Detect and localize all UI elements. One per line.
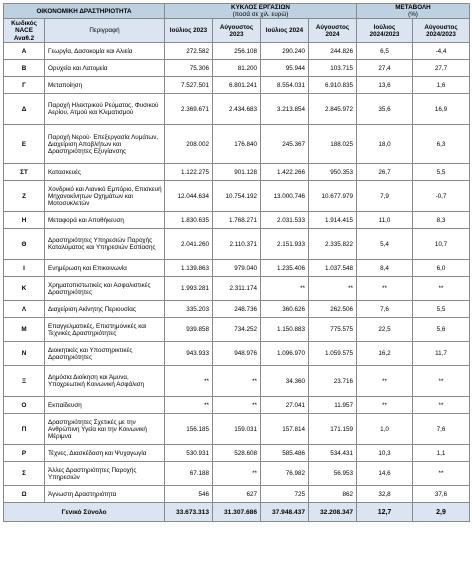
nace-code-cell: Ο <box>4 397 45 414</box>
description-cell: Διαχείριση Ακίνητης Περιουσίας <box>45 301 165 318</box>
turnover-value-cell: 67.188 <box>165 462 213 486</box>
turnover-value-cell: 159.031 <box>213 414 261 445</box>
description-cell: Κατασκευές <box>45 164 165 181</box>
nace-code-cell: Ι <box>4 260 45 277</box>
table-row <box>4 77 470 94</box>
change-value-cell: 6,3 <box>413 125 470 164</box>
description-cell: Γεωργία, Δασοκομία και Αλιεία <box>45 43 165 60</box>
turnover-value-cell: 2.311.174 <box>213 277 261 301</box>
nace-code-cell: Β <box>4 60 45 77</box>
change-value-cell: 10,7 <box>413 229 470 260</box>
description-cell: Τέχνες, Διασκέδαση και Ψυχαγωγία <box>45 445 165 462</box>
description-cell: Χρηματοπιστωτικές και Ασφαλιστικές Δραστηριότητες <box>45 277 165 301</box>
turnover-value-cell: 1.830.635 <box>165 212 213 229</box>
turnover-value-cell: 725 <box>261 486 309 503</box>
turnover-value-cell: ** <box>309 277 357 301</box>
turnover-table-container <box>3 3 469 522</box>
table-row <box>4 397 470 414</box>
header-change <box>357 4 470 19</box>
description-cell: Ενημέρωση και Επικοινωνία <box>45 260 165 277</box>
turnover-value-cell: 262.506 <box>309 301 357 318</box>
header-turnover-unit: (ποσά σε χιλ. ευρώ) <box>232 11 289 19</box>
change-value-cell: 8,3 <box>413 212 470 229</box>
change-value-cell: 7,6 <box>413 414 470 445</box>
nace-code-cell: Λ <box>4 301 45 318</box>
change-value-cell: 13,6 <box>357 77 413 94</box>
change-value-cell: ** <box>357 277 413 301</box>
turnover-value-cell: 3.213.854 <box>261 94 309 125</box>
change-value-cell: 5,5 <box>413 301 470 318</box>
nace-code-cell: Ν <box>4 342 45 366</box>
turnover-value-cell: 1.037.548 <box>309 260 357 277</box>
table-row <box>4 445 470 462</box>
turnover-value-cell: 528.608 <box>213 445 261 462</box>
change-value-cell: 10,3 <box>357 445 413 462</box>
total-row <box>4 503 470 522</box>
turnover-value-cell: 862 <box>309 486 357 503</box>
change-value-cell: 1,6 <box>413 77 470 94</box>
turnover-value-cell: 34.360 <box>261 366 309 397</box>
table-row <box>4 94 470 125</box>
table-row <box>4 60 470 77</box>
nace-code-cell: Π <box>4 414 45 445</box>
table-footer <box>4 503 470 522</box>
header-activity: ΟΙΚΟΝΟΜΙΚΗ ΔΡΑΣΤΗΡΙΟΤΗΤΑ <box>4 4 165 19</box>
nace-code-cell: Ω <box>4 486 45 503</box>
nace-code-cell: Δ <box>4 94 45 125</box>
turnover-value-cell: 95.944 <box>261 60 309 77</box>
turnover-value-cell: 585.486 <box>261 445 309 462</box>
turnover-value-cell: 1.235.406 <box>261 260 309 277</box>
turnover-value-cell: 2.335.822 <box>309 229 357 260</box>
turnover-value-cell: 2.434.683 <box>213 94 261 125</box>
turnover-value-cell: 1.139.863 <box>165 260 213 277</box>
table-row <box>4 164 470 181</box>
turnover-value-cell: 2.845.972 <box>309 94 357 125</box>
change-value-cell: -4,4 <box>413 43 470 60</box>
turnover-value-cell: 979.040 <box>213 260 261 277</box>
nace-code-cell: Α <box>4 43 45 60</box>
nace-code-cell: Ζ <box>4 181 45 212</box>
turnover-value-cell: 2.031.533 <box>261 212 309 229</box>
turnover-value-cell: 290.240 <box>261 43 309 60</box>
turnover-value-cell: 13.000.746 <box>261 181 309 212</box>
turnover-value-cell: 950.353 <box>309 164 357 181</box>
turnover-value-cell: 1.914.415 <box>309 212 357 229</box>
header-turnover <box>165 4 357 19</box>
header-code: Κωδικός NACE Αναθ.2 <box>4 19 45 43</box>
description-cell: Παροχή Νερού· Επεξεργασία Λυμάτων, Διαχείριση Αποβλήτων και Δραστηριότητες Εξυγίανσης <box>45 125 165 164</box>
turnover-value-cell: 171.159 <box>309 414 357 445</box>
table-row <box>4 229 470 260</box>
turnover-value-cell: 1.993.281 <box>165 277 213 301</box>
nace-code-cell: Σ <box>4 462 45 486</box>
description-cell: Άγνωστη Δραστηριότητα <box>45 486 165 503</box>
turnover-value-cell: 27.041 <box>261 397 309 414</box>
turnover-value-cell: 81.200 <box>213 60 261 77</box>
turnover-value-cell: ** <box>165 366 213 397</box>
change-value-cell: 7,6 <box>357 301 413 318</box>
turnover-value-cell: ** <box>213 462 261 486</box>
turnover-value-cell: ** <box>213 366 261 397</box>
turnover-value-cell: 939.858 <box>165 318 213 342</box>
change-value-cell: ** <box>413 397 470 414</box>
turnover-value-cell: 245.367 <box>261 125 309 164</box>
turnover-value-cell: 56.953 <box>309 462 357 486</box>
turnover-value-cell: 272.582 <box>165 43 213 60</box>
turnover-value-cell: 244.826 <box>309 43 357 60</box>
table-row <box>4 366 470 397</box>
change-value-cell: 7,9 <box>357 181 413 212</box>
turnover-value-cell: ** <box>213 397 261 414</box>
turnover-value-cell: 188.025 <box>309 125 357 164</box>
nace-code-cell: Ρ <box>4 445 45 462</box>
header-col4: Αύγουστος 2024 <box>309 19 357 43</box>
turnover-value-cell: 1.768.271 <box>213 212 261 229</box>
turnover-value-cell: 6.910.835 <box>309 77 357 94</box>
change-value-cell: 27,7 <box>413 60 470 77</box>
change-value-cell: 16,2 <box>357 342 413 366</box>
turnover-value-cell: 943.933 <box>165 342 213 366</box>
header-turnover-title: ΚΥΚΛΟΣ ΕΡΓΑΣΙΩΝ <box>231 4 290 11</box>
change-value-cell: 26,7 <box>357 164 413 181</box>
table-row <box>4 181 470 212</box>
table-row <box>4 260 470 277</box>
table-row <box>4 414 470 445</box>
table-row <box>4 125 470 164</box>
description-cell: Εκπαίδευση <box>45 397 165 414</box>
header-col3: Ιούλιος 2024 <box>261 19 309 43</box>
turnover-value-cell: 627 <box>213 486 261 503</box>
turnover-value-cell: 1.122.275 <box>165 164 213 181</box>
change-value-cell: 1,0 <box>357 414 413 445</box>
description-cell: Δραστηριότητες Υπηρεσιών Παροχής Καταλύματος και Υπηρεσιών Εστίασης <box>45 229 165 260</box>
turnover-value-cell: 901.128 <box>213 164 261 181</box>
change-value-cell: 27,4 <box>357 60 413 77</box>
header-col2: Αύγουστος 2023 <box>213 19 261 43</box>
table-body <box>4 43 470 503</box>
turnover-value-cell: 156.185 <box>165 414 213 445</box>
change-value-cell: 16,9 <box>413 94 470 125</box>
turnover-value-cell: 176.840 <box>213 125 261 164</box>
change-value-cell: 32,8 <box>357 486 413 503</box>
turnover-value-cell: 256.108 <box>213 43 261 60</box>
turnover-value-cell: 75.306 <box>165 60 213 77</box>
header-description: Περιγραφή <box>45 19 165 43</box>
turnover-value-cell: 530.931 <box>165 445 213 462</box>
description-cell: Μεταφορά και Αποθήκευση <box>45 212 165 229</box>
turnover-value-cell: 1.422.266 <box>261 164 309 181</box>
turnover-value-cell: 208.002 <box>165 125 213 164</box>
description-cell: Άλλες Δραστηριότητες Παροχής Υπηρεσιών <box>45 462 165 486</box>
change-value-cell: 1,1 <box>413 445 470 462</box>
turnover-value-cell: 76.982 <box>261 462 309 486</box>
nace-code-cell: Η <box>4 212 45 229</box>
nace-code-cell: Κ <box>4 277 45 301</box>
turnover-value-cell: 103.715 <box>309 60 357 77</box>
turnover-table <box>3 3 470 522</box>
description-cell: Χονδρικό και Λιανικό Εμπόριο, Επισκευή Μηχανοκίνητων Οχημάτων και Μοτοσυκλετών <box>45 181 165 212</box>
turnover-value-cell: 8.554.031 <box>261 77 309 94</box>
change-value-cell: ** <box>413 366 470 397</box>
table-row <box>4 342 470 366</box>
change-value-cell: -0,7 <box>413 181 470 212</box>
total-cell: 37.948.437 <box>261 503 309 522</box>
turnover-value-cell: 10.754.192 <box>213 181 261 212</box>
nace-code-cell: Γ <box>4 77 45 94</box>
turnover-value-cell: 11.957 <box>309 397 357 414</box>
turnover-value-cell: ** <box>261 277 309 301</box>
turnover-value-cell: 775.575 <box>309 318 357 342</box>
total-cell: 12,7 <box>357 503 413 522</box>
change-value-cell: 5,5 <box>413 164 470 181</box>
header-change-unit: (%) <box>408 11 418 19</box>
change-value-cell: 35,6 <box>357 94 413 125</box>
turnover-value-cell: 6.801.241 <box>213 77 261 94</box>
description-cell: Δημόσια Διοίκηση και Άμυνα, Υποχρεωτική Κοινωνική Ασφάλιση <box>45 366 165 397</box>
table-row <box>4 462 470 486</box>
change-value-cell: ** <box>413 462 470 486</box>
turnover-value-cell: 335.203 <box>165 301 213 318</box>
table-row <box>4 301 470 318</box>
turnover-value-cell: 948.976 <box>213 342 261 366</box>
header-col1: Ιούλιος 2023 <box>165 19 213 43</box>
description-cell: Δραστηριότητες Σχετικές με την Ανθρώπινη Υγεία και την Κοινωνική Μέριμνα <box>45 414 165 445</box>
turnover-value-cell: 1.096.970 <box>261 342 309 366</box>
nace-code-cell: ΣΤ <box>4 164 45 181</box>
table-row <box>4 318 470 342</box>
turnover-value-cell: 1.059.575 <box>309 342 357 366</box>
turnover-value-cell: 12.044.634 <box>165 181 213 212</box>
table-header <box>4 4 470 43</box>
change-value-cell: 5,4 <box>357 229 413 260</box>
change-value-cell: 6,0 <box>413 260 470 277</box>
table-row <box>4 277 470 301</box>
turnover-value-cell: 1.150.883 <box>261 318 309 342</box>
change-value-cell: ** <box>357 366 413 397</box>
header-col5: Ιούλιος 2024/2023 <box>357 19 413 43</box>
description-cell: Παροχή Ηλεκτρικού Ρεύματος, Φυσικού Αερίου, Ατμού και Κλιματισμού <box>45 94 165 125</box>
turnover-value-cell: 23.716 <box>309 366 357 397</box>
turnover-value-cell: 2.041.260 <box>165 229 213 260</box>
total-cell: 33.673.313 <box>165 503 213 522</box>
turnover-value-cell: 248.736 <box>213 301 261 318</box>
change-value-cell: 22,5 <box>357 318 413 342</box>
turnover-value-cell: 546 <box>165 486 213 503</box>
change-value-cell: 6,5 <box>357 43 413 60</box>
turnover-value-cell: 157.814 <box>261 414 309 445</box>
table-row <box>4 212 470 229</box>
change-value-cell: 11,7 <box>413 342 470 366</box>
table-row <box>4 43 470 60</box>
total-cell: 2,9 <box>413 503 470 522</box>
description-cell: Μεταποίηση <box>45 77 165 94</box>
nace-code-cell: Ε <box>4 125 45 164</box>
turnover-value-cell: 2.151.933 <box>261 229 309 260</box>
nace-code-cell: Θ <box>4 229 45 260</box>
total-cell: 32.208.347 <box>309 503 357 522</box>
total-cell: 31.307.686 <box>213 503 261 522</box>
change-value-cell: 18,0 <box>357 125 413 164</box>
description-cell: Επαγγελματικές, Επιστημονικές και Τεχνικές Δραστηριότητες <box>45 318 165 342</box>
header-col6: Αύγουστος 2024/2023 <box>413 19 470 43</box>
change-value-cell: 37,6 <box>413 486 470 503</box>
change-value-cell: 8,4 <box>357 260 413 277</box>
header-change-title: ΜΕΤΑΒΟΛΗ <box>395 4 431 11</box>
change-value-cell: 14,6 <box>357 462 413 486</box>
description-cell: Διοικητικές και Υποστηρικτικές Δραστηριότητες <box>45 342 165 366</box>
turnover-value-cell: ** <box>165 397 213 414</box>
change-value-cell: 11,0 <box>357 212 413 229</box>
nace-code-cell: Μ <box>4 318 45 342</box>
change-value-cell: ** <box>357 397 413 414</box>
nace-code-cell: Ξ <box>4 366 45 397</box>
total-label: Γενικό Σύνολο <box>4 503 165 522</box>
change-value-cell: ** <box>413 277 470 301</box>
turnover-value-cell: 360.626 <box>261 301 309 318</box>
change-value-cell: 5,6 <box>413 318 470 342</box>
turnover-value-cell: 10.677.979 <box>309 181 357 212</box>
turnover-value-cell: 534.431 <box>309 445 357 462</box>
turnover-value-cell: 7.527.501 <box>165 77 213 94</box>
table-row <box>4 486 470 503</box>
turnover-value-cell: 2.369.671 <box>165 94 213 125</box>
turnover-value-cell: 734.252 <box>213 318 261 342</box>
turnover-value-cell: 2.110.371 <box>213 229 261 260</box>
description-cell: Ορυχεία και Λατομεία <box>45 60 165 77</box>
